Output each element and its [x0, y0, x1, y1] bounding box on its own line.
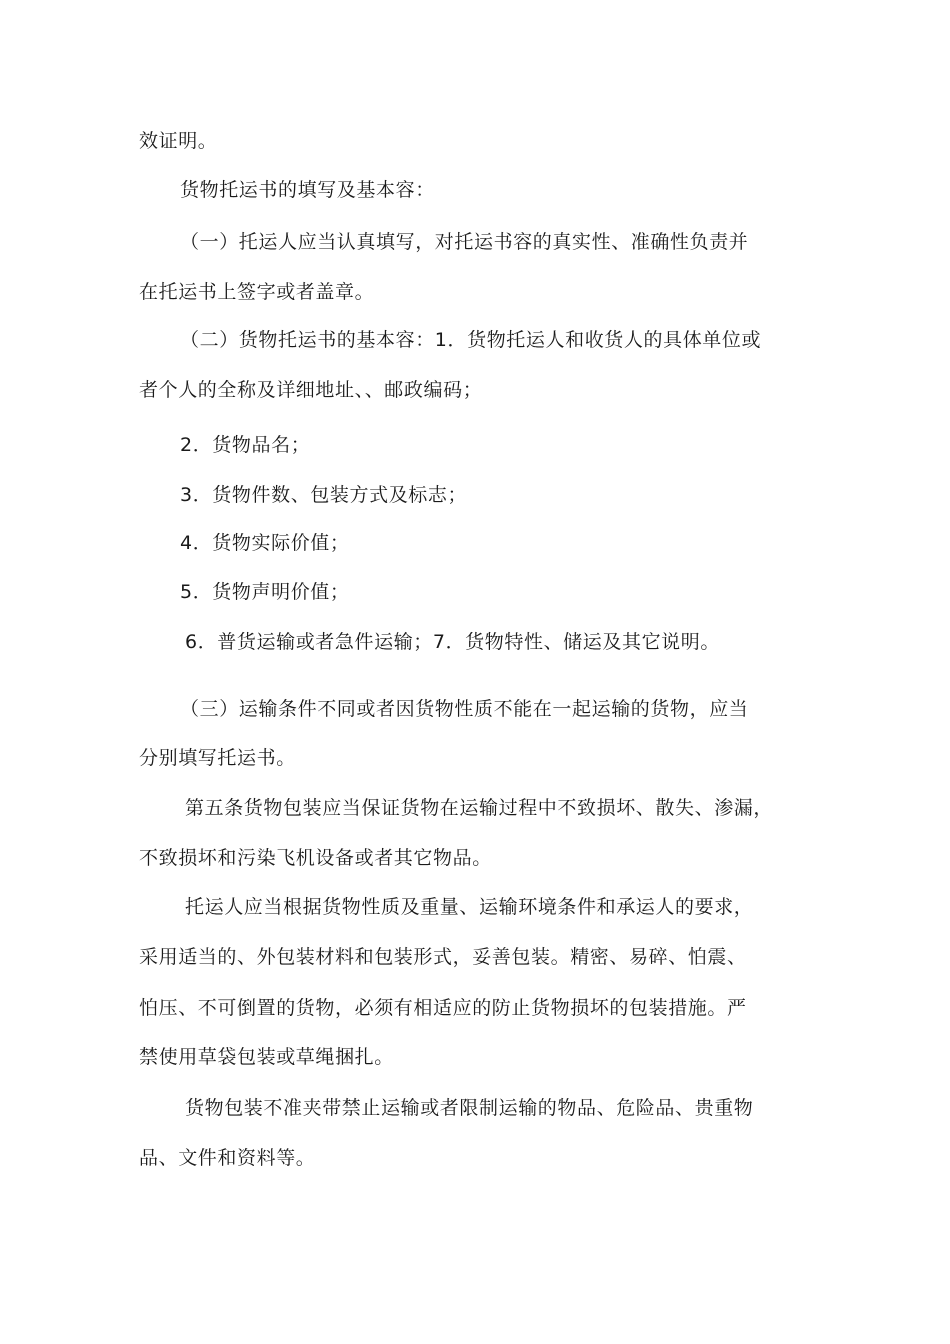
paragraph-line: 品、文件和资料等。: [139, 1147, 316, 1169]
list-item: 6．普货运输或者急件运输；7．货物特性、储运及其它说明。: [185, 631, 720, 653]
list-item: 5．货物声明价值；: [180, 581, 350, 603]
paragraph-line: 不致损坏和污染飞机设备或者其它物品。: [139, 847, 492, 869]
paragraph-line: （二）货物托运书的基本容：1．货物托运人和收货人的具体单位或: [180, 329, 762, 351]
paragraph-line: （三）运输条件不同或者因货物性质不能在一起运输的货物，应当: [180, 698, 749, 720]
list-item: 3．货物件数、包装方式及标志；: [180, 484, 468, 506]
paragraph-line: 者个人的全称及详细地址、、邮政编码；: [139, 379, 483, 401]
paragraph-line: 分别填写托运书。: [139, 747, 296, 769]
paragraph-line: 货物包装不准夹带禁止运输或者限制运输的物品、危险品、贵重物: [185, 1097, 754, 1119]
paragraph-line: 禁使用草袋包装或草绳捆扎。: [139, 1046, 394, 1068]
paragraph-line: 在托运书上签字或者盖章。: [139, 281, 375, 303]
paragraph-line: 怕压、不可倒置的货物，必须有相适应的防止货物损坏的包装措施。严: [139, 997, 747, 1019]
section-heading: 货物托运书的填写及基本容：: [180, 179, 435, 201]
paragraph-line: 第五条货物包装应当保证货物在运输过程中不致损坏、散失、渗漏，: [185, 797, 774, 819]
paragraph-line: 效证明。: [139, 130, 218, 152]
list-item: 4．货物实际价值；: [180, 532, 350, 554]
paragraph-line: 采用适当的、外包装材料和包装形式，妥善包装。精密、易碎、怕震、: [139, 946, 747, 968]
paragraph-line: （一）托运人应当认真填写，对托运书容的真实性、准确性负责并: [180, 231, 749, 253]
list-item: 2．货物品名；: [180, 434, 311, 456]
paragraph-line: 托运人应当根据货物性质及重量、运输环境条件和承运人的要求，: [185, 896, 754, 918]
